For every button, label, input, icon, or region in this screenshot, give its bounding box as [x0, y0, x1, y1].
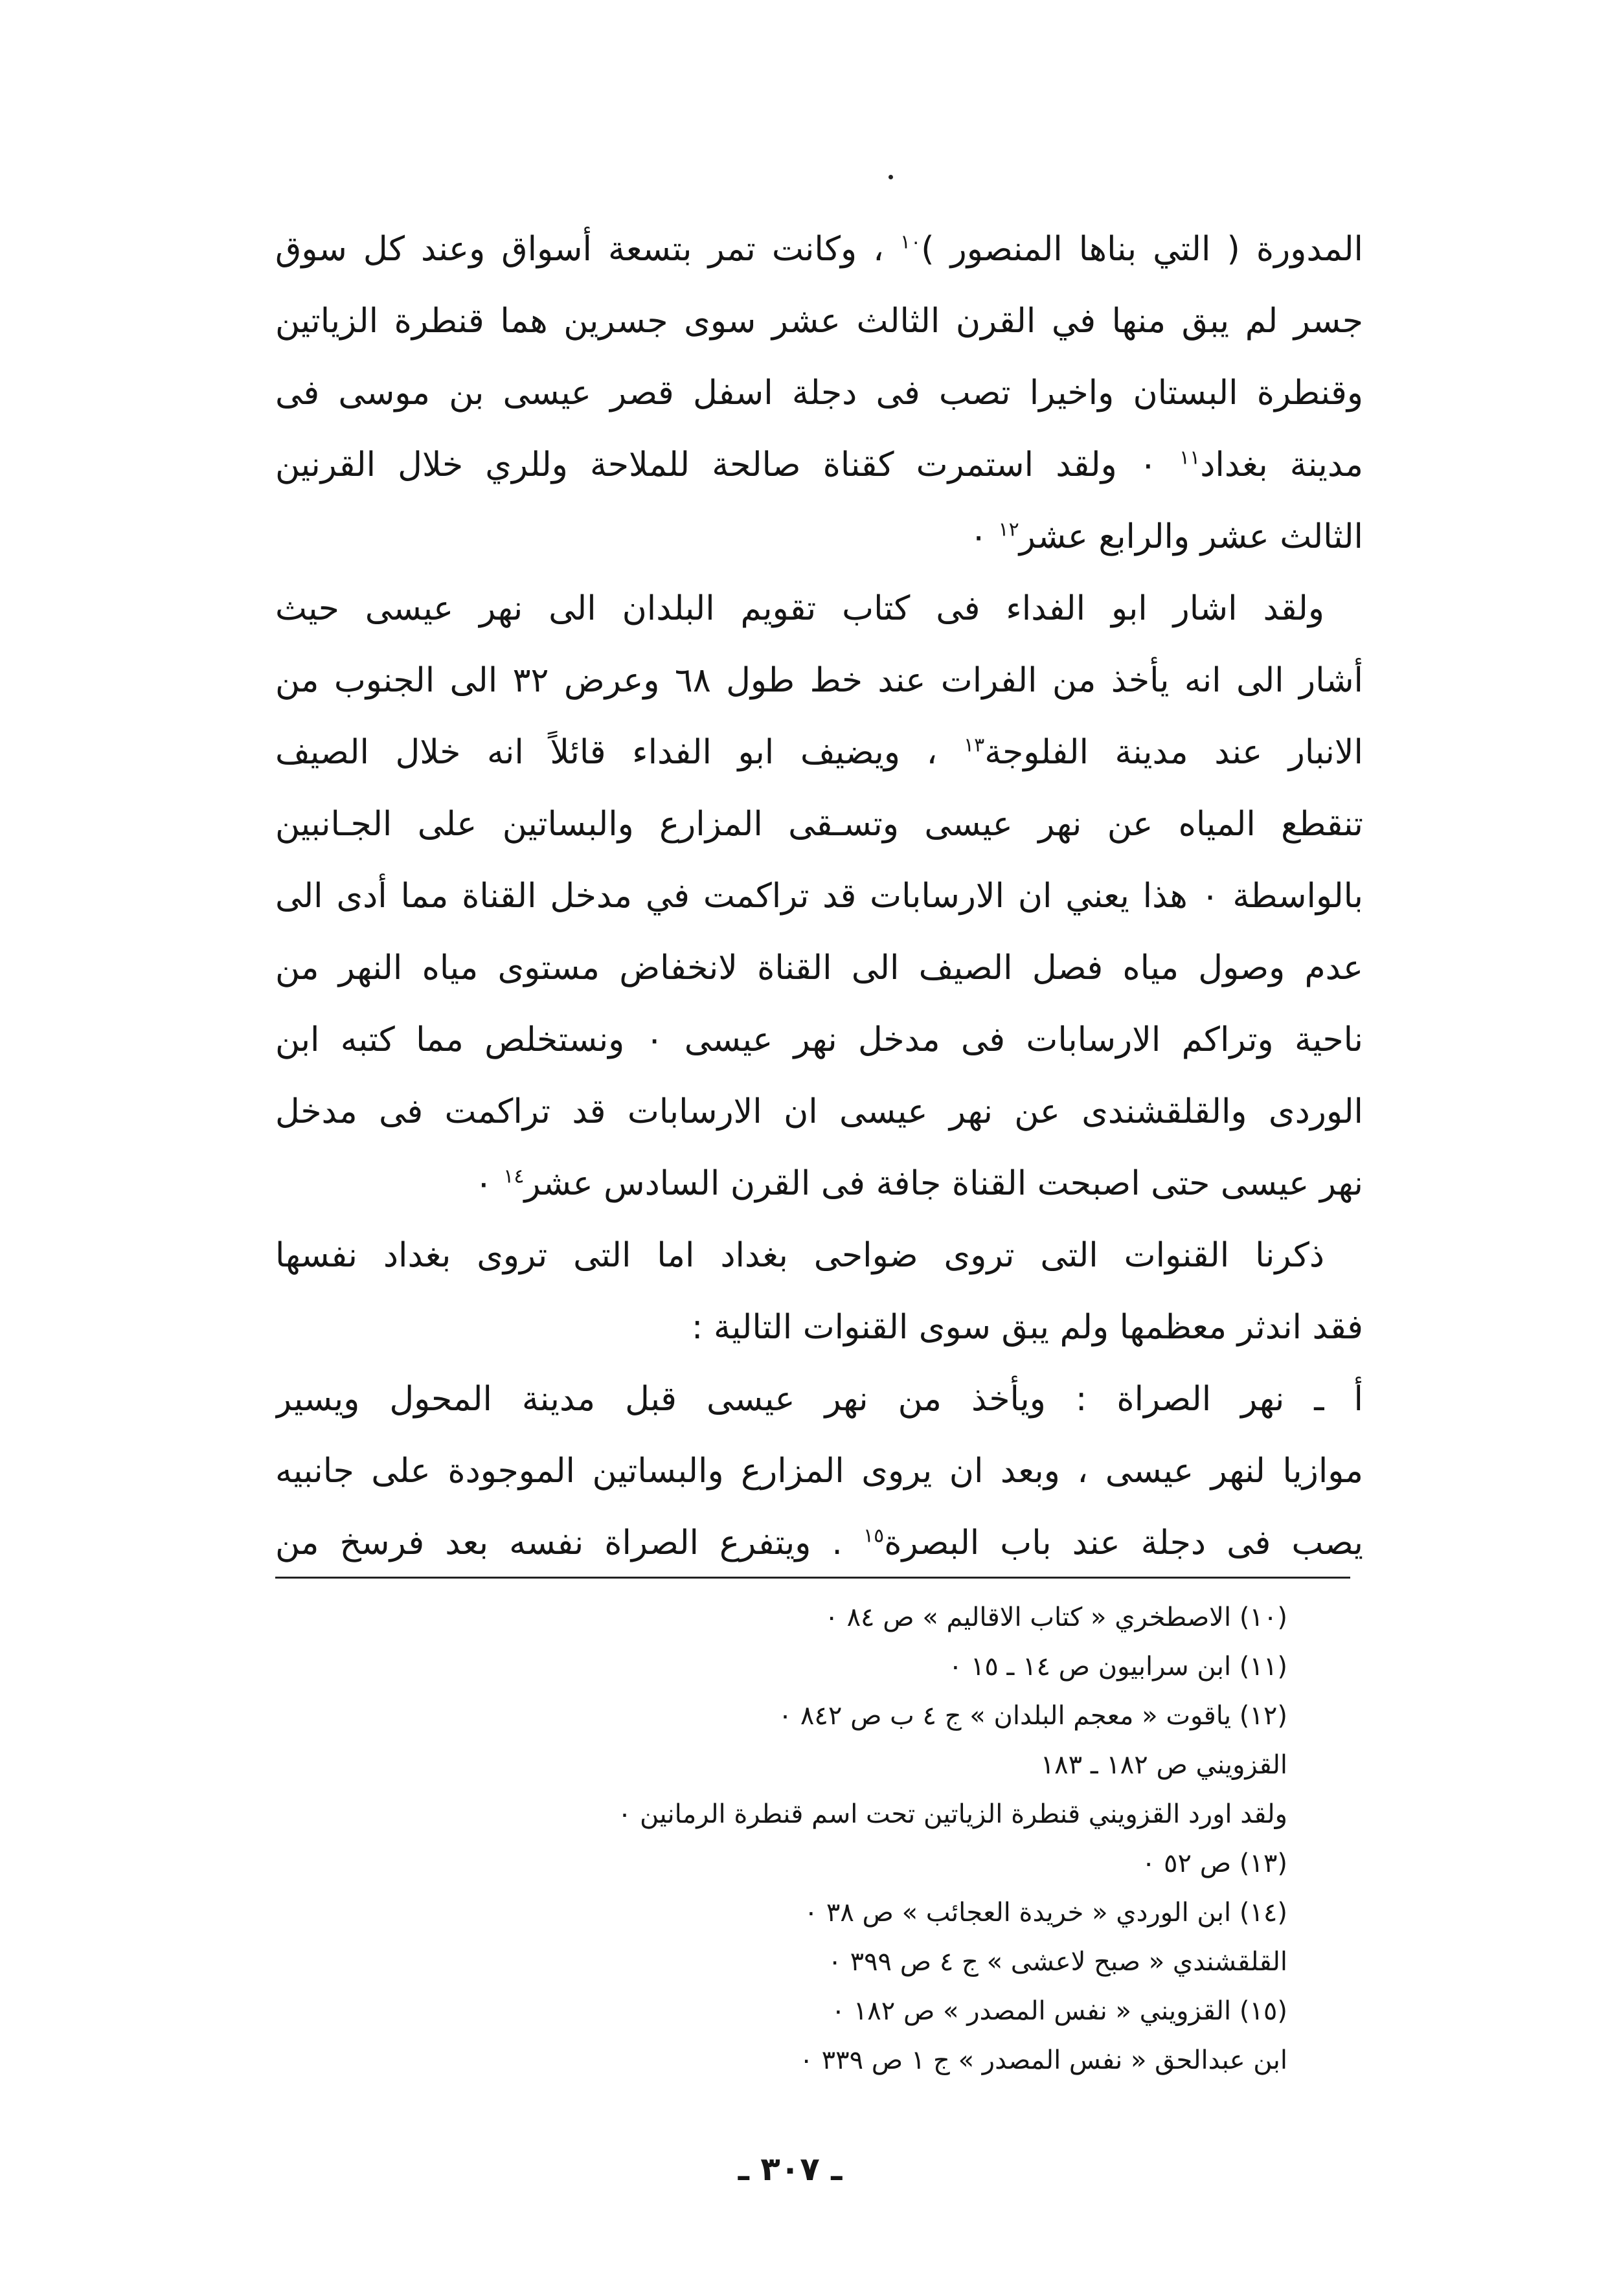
footnote-12: (١٢) ياقوت « معجم البلدان » ج ٤ ب ص ٨٤٢ ٠	[778, 1701, 1287, 1731]
footnote-15: (١٥) القزويني « نفس المصدر » ص ١٨٢ ٠	[831, 1996, 1287, 2026]
footnote-12-note: ولقد اورد القزويني قنطرة الزياتين تحت اسم قنطرة الرمانين ٠	[617, 1799, 1287, 1829]
footnote-ref-15: ١٥	[863, 1524, 885, 1548]
text-line-7: أشار الى انه يأخذ من الفرات عند خط طول ٦٨ وعرض ٣٢ الى الجنوب من	[275, 661, 1363, 700]
text-line-15: ذكرنا القنوات التى تروى ضواحى بغداد اما التى تروى بغداد نفسها	[275, 1236, 1324, 1275]
footnote-ref-13: ١٣	[963, 734, 985, 757]
footnote-14: (١٤) ابن الوردي « خريدة العجائب » ص ٣٨ ٠	[804, 1898, 1287, 1928]
footnote-divider	[275, 1577, 1350, 1579]
text-line-3: وقنطرة البستان واخيرا تصب فى دجلة اسفل قصر عيسى بن موسى فى	[275, 374, 1363, 412]
footnote-14-continued: القلقشندي « صبح لاعشى » ج ٤ ص ٣٩٩ ٠	[828, 1947, 1287, 1977]
footnotes	[251, 1593, 1287, 2085]
text-line-1: المدورة ( التي بناها المنصور )$^{١٠}$ ، وكانت تمر بتسعة أسواق وعند كل سوق	[275, 230, 1363, 269]
text-line-14: نهر عيسى حتى اصبحت القناة جافة فى القرن السادس عشر$^{١٤}$ ٠	[474, 1164, 1363, 1203]
text-line-19: يصب فى دجلة عند باب البصرة$^{١٥}$ . ويتفرع الصراة نفسه بعد فرسخ من	[275, 1524, 1363, 1562]
footnote-10: (١٠) الاصطخري « كتاب الاقاليم » ص ٨٤ ٠	[824, 1603, 1287, 1632]
footnote-ref-10: ١٠	[900, 231, 922, 254]
text-line-13: الوردى والقلقشندى عن نهر عيسى ان الارسابات قد تراكمت فى مدخل	[275, 1092, 1363, 1131]
footnote-ref-12: ١٢	[998, 518, 1019, 541]
text-line-5: الثالث عشر والرابع عشر$^{١٢}$ ٠	[969, 517, 1363, 556]
text-line-2: جسر لم يبق منها في القرن الثالث عشر سوى جسرين هما قنطرة الزياتين	[275, 302, 1363, 341]
footnote-ref-11: ١١	[1179, 446, 1201, 469]
text-line-16: فقد اندثر معظمها ولم يبق سوى القنوات التالية :	[691, 1308, 1363, 1347]
text-line-11: عدم وصول مياه فصل الصيف الى القناة لانخفاض مستوى مياه النهر من	[275, 949, 1363, 987]
text-line-8: الانبار عند مدينة الفلوجة$^{١٣}$ ، ويضيف ابو الفداء قائلاً انه خلال الصيف	[275, 733, 1363, 772]
footnote-13: (١٣) ص ٥٢ ٠	[1141, 1849, 1287, 1878]
text-line-12: ناحية وتراكم الارسابات فى مدخل نهر عيسى ٠ ونستخلص مما كتبه ابن	[275, 1020, 1363, 1059]
page-number: ـ ٣٠٧ ـ	[738, 2150, 843, 2188]
text-line-9: تنقطع المياه عن نهر عيسى وتسـقى المزارع والبساتين على الجـانبين	[275, 805, 1363, 844]
text-line-18: موازيا لنهر عيسى ، وبعد ان يروى المزارع والبساتين الموجودة على جانبيه	[275, 1452, 1363, 1491]
footnote-15-continued: ابن عبدالحق « نفس المصدر » ج ١ ص ٣٣٩ ٠	[799, 2045, 1287, 2075]
footnote-11: (١١) ابن سرابيون ص ١٤ ـ ١٥ ٠	[948, 1652, 1287, 1682]
footnote-ref-14: ١٤	[503, 1165, 525, 1188]
footnote-12-continued: القزويني ص ١٨٢ ـ ١٨٣	[1040, 1750, 1287, 1780]
scan-speck	[889, 175, 893, 179]
text-line-6: ولقد اشار ابو الفداء فى كتاب تقويم البلدان الى نهر عيسى حيث	[275, 589, 1324, 628]
text-line-17: أ ـ نهر الصراة : ويأخذ من نهر عيسى قبل مدينة المحول ويسير	[275, 1380, 1363, 1419]
text-line-10: بالواسطة ٠ هذا يعني ان الارسابات قد تراكمت في مدخل القناة مما أدى الى	[275, 877, 1363, 916]
text-line-4: مدينة بغداد$^{١١}$ ٠ ولقد استمرت كقناة صالحة للملاحة وللري خلال القرنين	[275, 445, 1363, 484]
main-text	[275, 214, 1363, 1579]
